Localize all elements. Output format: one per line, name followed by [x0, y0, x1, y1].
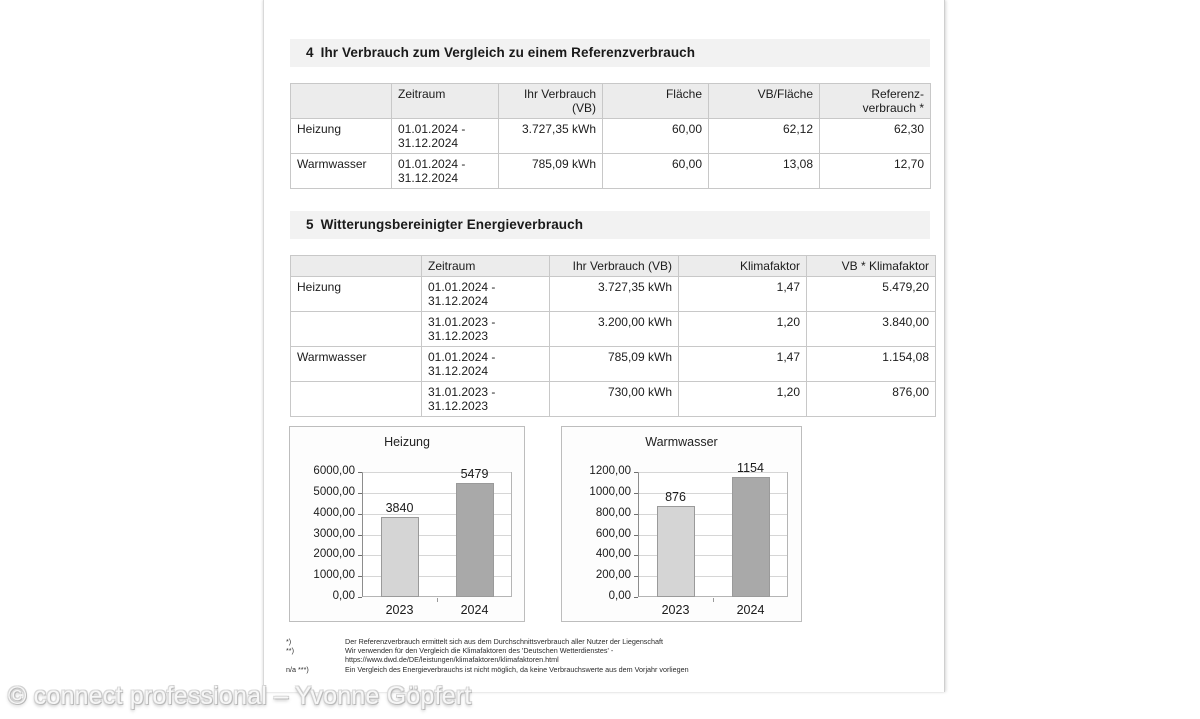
y-axis-tickmark — [358, 535, 362, 536]
row-area-warmwasser: 60,00 — [603, 154, 709, 189]
col-head-zeitraum-2: Zeitraum — [422, 256, 550, 277]
y-axis-tickmark — [634, 472, 638, 473]
table-row — [291, 347, 936, 382]
period-line2: 31.12.2024 — [398, 136, 459, 150]
row-consumption-heizung: 3.727,35 kWh — [499, 119, 603, 154]
row-product: 1.154,08 — [807, 347, 936, 382]
footnote-text: Wir verwenden für den Vergleich die Klimafaktoren des 'Deutschen Wetterdienstes' - — [345, 646, 614, 655]
row-label-heizung: Heizung — [291, 119, 392, 154]
row-climate-factor: 1,20 — [679, 382, 807, 417]
period-line2: 31.12.2023 — [428, 329, 489, 343]
y-axis-tickmark — [634, 555, 638, 556]
row-climate-factor: 1,20 — [679, 312, 807, 347]
footnote-text: Der Referenzverbrauch ermittelt sich aus dem Durchschnittsverbrauch aller Nutzer der Liegenschaft — [345, 637, 663, 646]
section-number-5: 5 — [306, 217, 314, 232]
row-period-warmwasser — [392, 154, 499, 189]
table-row — [291, 382, 936, 417]
table-row — [291, 277, 936, 312]
col-head-vb-klimafaktor: VB * Klimafaktor — [807, 256, 936, 277]
section-heading-5 — [290, 211, 930, 239]
row-product: 3.840,00 — [807, 312, 936, 347]
row-vb-per-area-heizung: 62,12 — [709, 119, 820, 154]
chart-title-warmwasser: Warmwasser — [645, 435, 718, 449]
y-axis-tick-label: 0,00 — [332, 590, 355, 602]
table-header-row — [291, 256, 936, 277]
y-axis-tick-label: 800,00 — [595, 506, 631, 519]
chart-heizung — [289, 426, 525, 622]
bar-2023 — [381, 517, 419, 597]
y-axis-tick-label: 400,00 — [595, 548, 631, 561]
bar-value-label: 1154 — [737, 461, 764, 475]
footnote-marker: **) — [286, 646, 294, 655]
row-period — [422, 382, 550, 417]
section-title-5: Witterungsbereinigter Energieverbrauch — [320, 217, 584, 232]
y-axis-tick-label: 5000,00 — [313, 485, 355, 498]
y-axis-tickmark — [634, 576, 638, 577]
x-axis-category-label: 2024 — [736, 603, 765, 617]
y-axis-tickmark — [358, 472, 362, 473]
row-vb-per-area-warmwasser: 13,08 — [709, 154, 820, 189]
period-line1: 01.01.2024 - — [428, 350, 496, 364]
footnote-text: https://www.dwd.de/DE/leistungen/klimafaktoren/klimafaktoren.html — [345, 655, 559, 664]
y-axis-tickmark — [634, 535, 638, 536]
col-head-verbrauch-line1: Ihr Verbrauch — [523, 87, 596, 101]
y-axis-tick-label: 1000,00 — [589, 485, 631, 498]
row-climate-factor: 1,47 — [679, 277, 807, 312]
y-axis-tickmark — [634, 493, 638, 494]
footnote-marker: *) — [286, 637, 292, 646]
y-axis-tickmark — [358, 555, 362, 556]
bar-value-label: 876 — [665, 490, 686, 504]
row-consumption: 785,09 kWh — [550, 347, 679, 382]
footnote-marker: n/a ***) — [286, 665, 309, 674]
x-axis-category-label: 2024 — [460, 603, 489, 617]
row-product: 5.479,20 — [807, 277, 936, 312]
y-axis-tickmark — [634, 514, 638, 515]
row-product: 876,00 — [807, 382, 936, 417]
y-axis-tick-label: 600,00 — [595, 527, 631, 540]
y-axis-tick-label: 200,00 — [595, 569, 631, 582]
y-axis-tick-label: 1000,00 — [313, 569, 355, 582]
bar-2023 — [657, 506, 695, 597]
y-axis-tickmark — [358, 576, 362, 577]
col-head-verbrauch — [499, 84, 603, 119]
chart-warmwasser — [561, 426, 802, 622]
bar-2024 — [456, 483, 494, 597]
chart-title-heizung: Heizung — [384, 435, 430, 449]
col-head-zeitraum: Zeitraum — [392, 84, 499, 119]
x-axis-tickmark — [713, 598, 714, 602]
col-head-flaeche: Fläche — [603, 84, 709, 119]
row-period-heizung — [392, 119, 499, 154]
y-axis-tickmark — [634, 597, 638, 598]
row-area-heizung: 60,00 — [603, 119, 709, 154]
period-line1: 01.01.2024 - — [428, 280, 496, 294]
x-axis-category-label: 2023 — [661, 603, 690, 617]
row-consumption: 730,00 kWh — [550, 382, 679, 417]
col-head-verbrauch-2: Ihr Verbrauch (VB) — [550, 256, 679, 277]
section-title-4: Ihr Verbrauch zum Vergleich zu einem Referenzverbrauch — [320, 45, 696, 60]
row-label: Heizung — [291, 277, 422, 312]
y-axis-tick-label: 6000,00 — [313, 465, 355, 477]
row-reference-heizung: 62,30 — [820, 119, 931, 154]
col-head-referenz-line2: verbrauch * — [862, 101, 924, 115]
period-line2: 31.12.2024 — [428, 294, 489, 308]
col-head-vb-flaeche: VB/Fläche — [709, 84, 820, 119]
row-label — [291, 312, 422, 347]
bar-2024 — [732, 477, 770, 597]
row-consumption-warmwasser: 785,09 kWh — [499, 154, 603, 189]
table-row — [291, 312, 936, 347]
y-axis-tick-label: 1200,00 — [589, 465, 631, 477]
row-reference-warmwasser: 12,70 — [820, 154, 931, 189]
row-label — [291, 382, 422, 417]
col-head-klimafaktor: Klimafaktor — [679, 256, 807, 277]
col-head-blank-2 — [291, 256, 422, 277]
y-axis-tick-label: 3000,00 — [313, 527, 355, 540]
table-header-row — [291, 84, 931, 119]
table-row — [291, 154, 931, 189]
section-heading-4 — [290, 39, 930, 67]
period-line1: 31.01.2023 - — [428, 385, 496, 399]
col-head-referenz — [820, 84, 931, 119]
row-period — [422, 347, 550, 382]
row-label: Warmwasser — [291, 347, 422, 382]
row-period — [422, 277, 550, 312]
period-line1: 01.01.2024 - — [398, 157, 466, 171]
y-axis-tickmark — [358, 514, 362, 515]
y-axis-tick-label: 2000,00 — [313, 548, 355, 561]
y-axis-tickmark — [358, 493, 362, 494]
climate-adjusted-table — [290, 255, 936, 417]
y-axis-tickmark — [358, 597, 362, 598]
col-head-blank — [291, 84, 392, 119]
row-climate-factor: 1,47 — [679, 347, 807, 382]
table-row — [291, 119, 931, 154]
x-axis-category-label: 2023 — [385, 603, 414, 617]
period-line2: 31.12.2024 — [428, 364, 489, 378]
watermark: © connect professional – Yvonne Göpfert — [8, 682, 472, 710]
row-label-warmwasser: Warmwasser — [291, 154, 392, 189]
page-content — [264, 0, 946, 692]
section-number-4: 4 — [306, 45, 314, 60]
period-line2: 31.12.2023 — [428, 399, 489, 413]
period-line1: 31.01.2023 - — [428, 315, 496, 329]
bar-value-label: 3840 — [385, 501, 414, 515]
row-consumption: 3.727,35 kWh — [550, 277, 679, 312]
document-page — [263, 0, 945, 692]
x-axis-tickmark — [437, 598, 438, 602]
y-axis-tick-label: 4000,00 — [313, 506, 355, 519]
col-head-verbrauch-line2: (VB) — [572, 101, 596, 115]
bar-value-label: 5479 — [460, 467, 489, 481]
reference-consumption-table — [290, 83, 931, 189]
row-period — [422, 312, 550, 347]
y-axis-tick-label: 0,00 — [608, 590, 631, 602]
row-consumption: 3.200,00 kWh — [550, 312, 679, 347]
footnote-text: Ein Vergleich des Energieverbrauchs ist nicht möglich, da keine Verbrauchswerte aus dem Vorjahr vorliegen — [345, 665, 689, 674]
col-head-referenz-line1: Referenz- — [871, 87, 924, 101]
period-line2: 31.12.2024 — [398, 171, 459, 185]
period-line1: 01.01.2024 - — [398, 122, 466, 136]
